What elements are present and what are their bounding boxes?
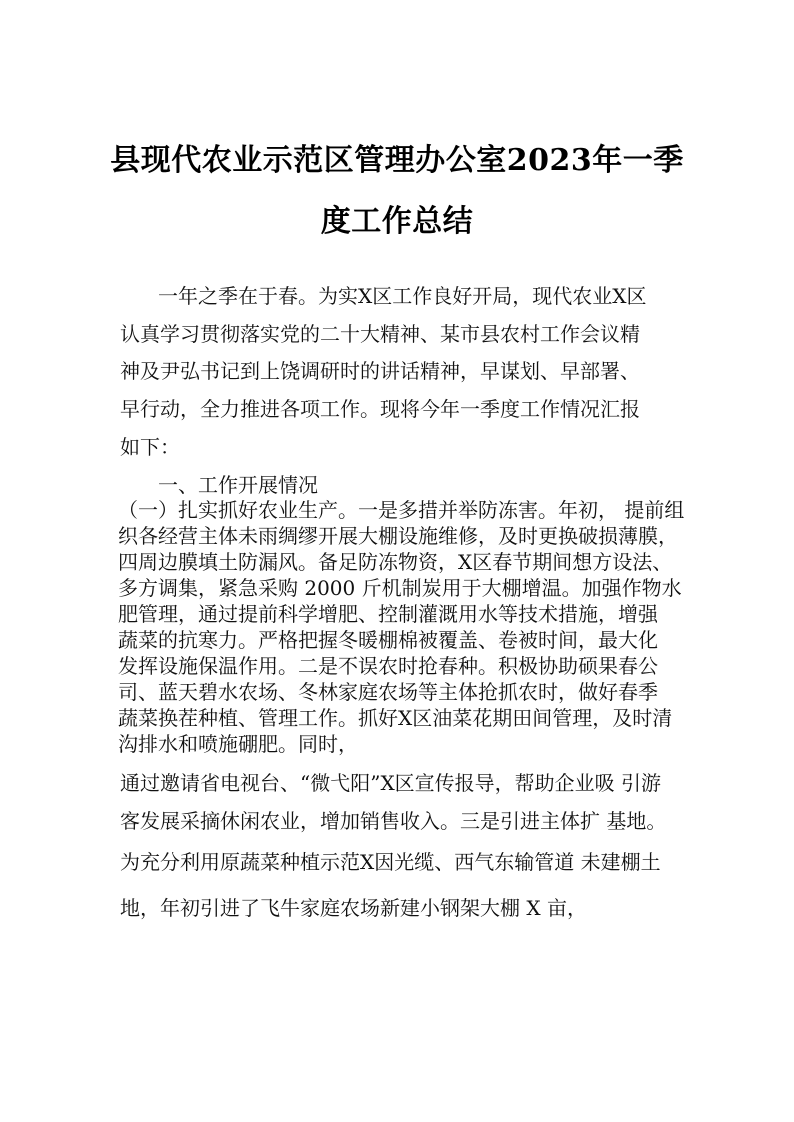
tail-line-1: 通过邀请省电视台、“微弋阳”X区宣传报导，帮助企业吸 引游 (120, 771, 662, 795)
tail-line-3: 为充分利用原蔬菜种植示范X因光缆、西气东输管道 未建棚土 (120, 850, 661, 874)
body-line-9: 蔬菜换茬种植、管理工作。抓好X区油菜花期田间管理，及时清 (118, 706, 673, 730)
body-line-6: 蔬菜的抗寒力。严格把握冬暖棚棉被覆盖、卷被时间，最大化 (118, 628, 658, 652)
intro-line-3: 神及尹弘书记到上饶调研时的讲话精神，早谋划、早部署、 (120, 359, 640, 383)
body-line-7: 发挥设施保温作用。二是不误农时抢春种。积极协助硕果春公 (118, 654, 658, 678)
intro-line-2: 认真学习贯彻落实党的二十大精神、某市县农村工作会议精 (120, 322, 640, 346)
body-line-2: 织各经营主体未雨绸缪开展大棚设施维修，及时更换破损薄膜， (118, 524, 678, 548)
intro-line-5: 如下： (120, 435, 180, 459)
tail-line-4: 地，年初引进了飞牛家庭农场新建小钢架大棚 X 亩， (120, 896, 587, 920)
body-line-10: 沟排水和喷施硼肥。同时， (118, 732, 358, 756)
tail-line-2: 客发展采摘休闲农业，增加销售收入。三是引进主体扩 基地。 (120, 809, 667, 833)
body-line-1: （一）扎实抓好农业生产。一是多措并举防冻害。年初， 提前组 (118, 498, 685, 522)
section-heading: 一、工作开展情况 (158, 473, 318, 497)
body-line-8: 司、蓝天碧水农场、冬林家庭农场等主体抢抓农时，做好春季 (118, 680, 658, 704)
document-title-line-1: 县现代农业示范区管理办公室2023年一季 (110, 143, 684, 178)
body-line-3: 四周边膜填土防漏风。备足防冻物资，X区春节期间想方设法、 (118, 550, 673, 574)
intro-line-4: 早行动，全力推进各项工作。现将今年一季度工作情况汇报 (120, 397, 640, 421)
body-line-5: 肥管理，通过提前科学增肥、控制灌溉用水等技术措施，增强 (118, 602, 658, 626)
body-line-4: 多方调集，紧急采购 2000 斤机制炭用于大棚增温。加强作物水 (118, 576, 682, 600)
intro-line-1: 一年之季在于春。为实X区工作良好开局，现代农业X区 (158, 284, 647, 308)
document-title-line-2: 度工作总结 (320, 204, 474, 239)
